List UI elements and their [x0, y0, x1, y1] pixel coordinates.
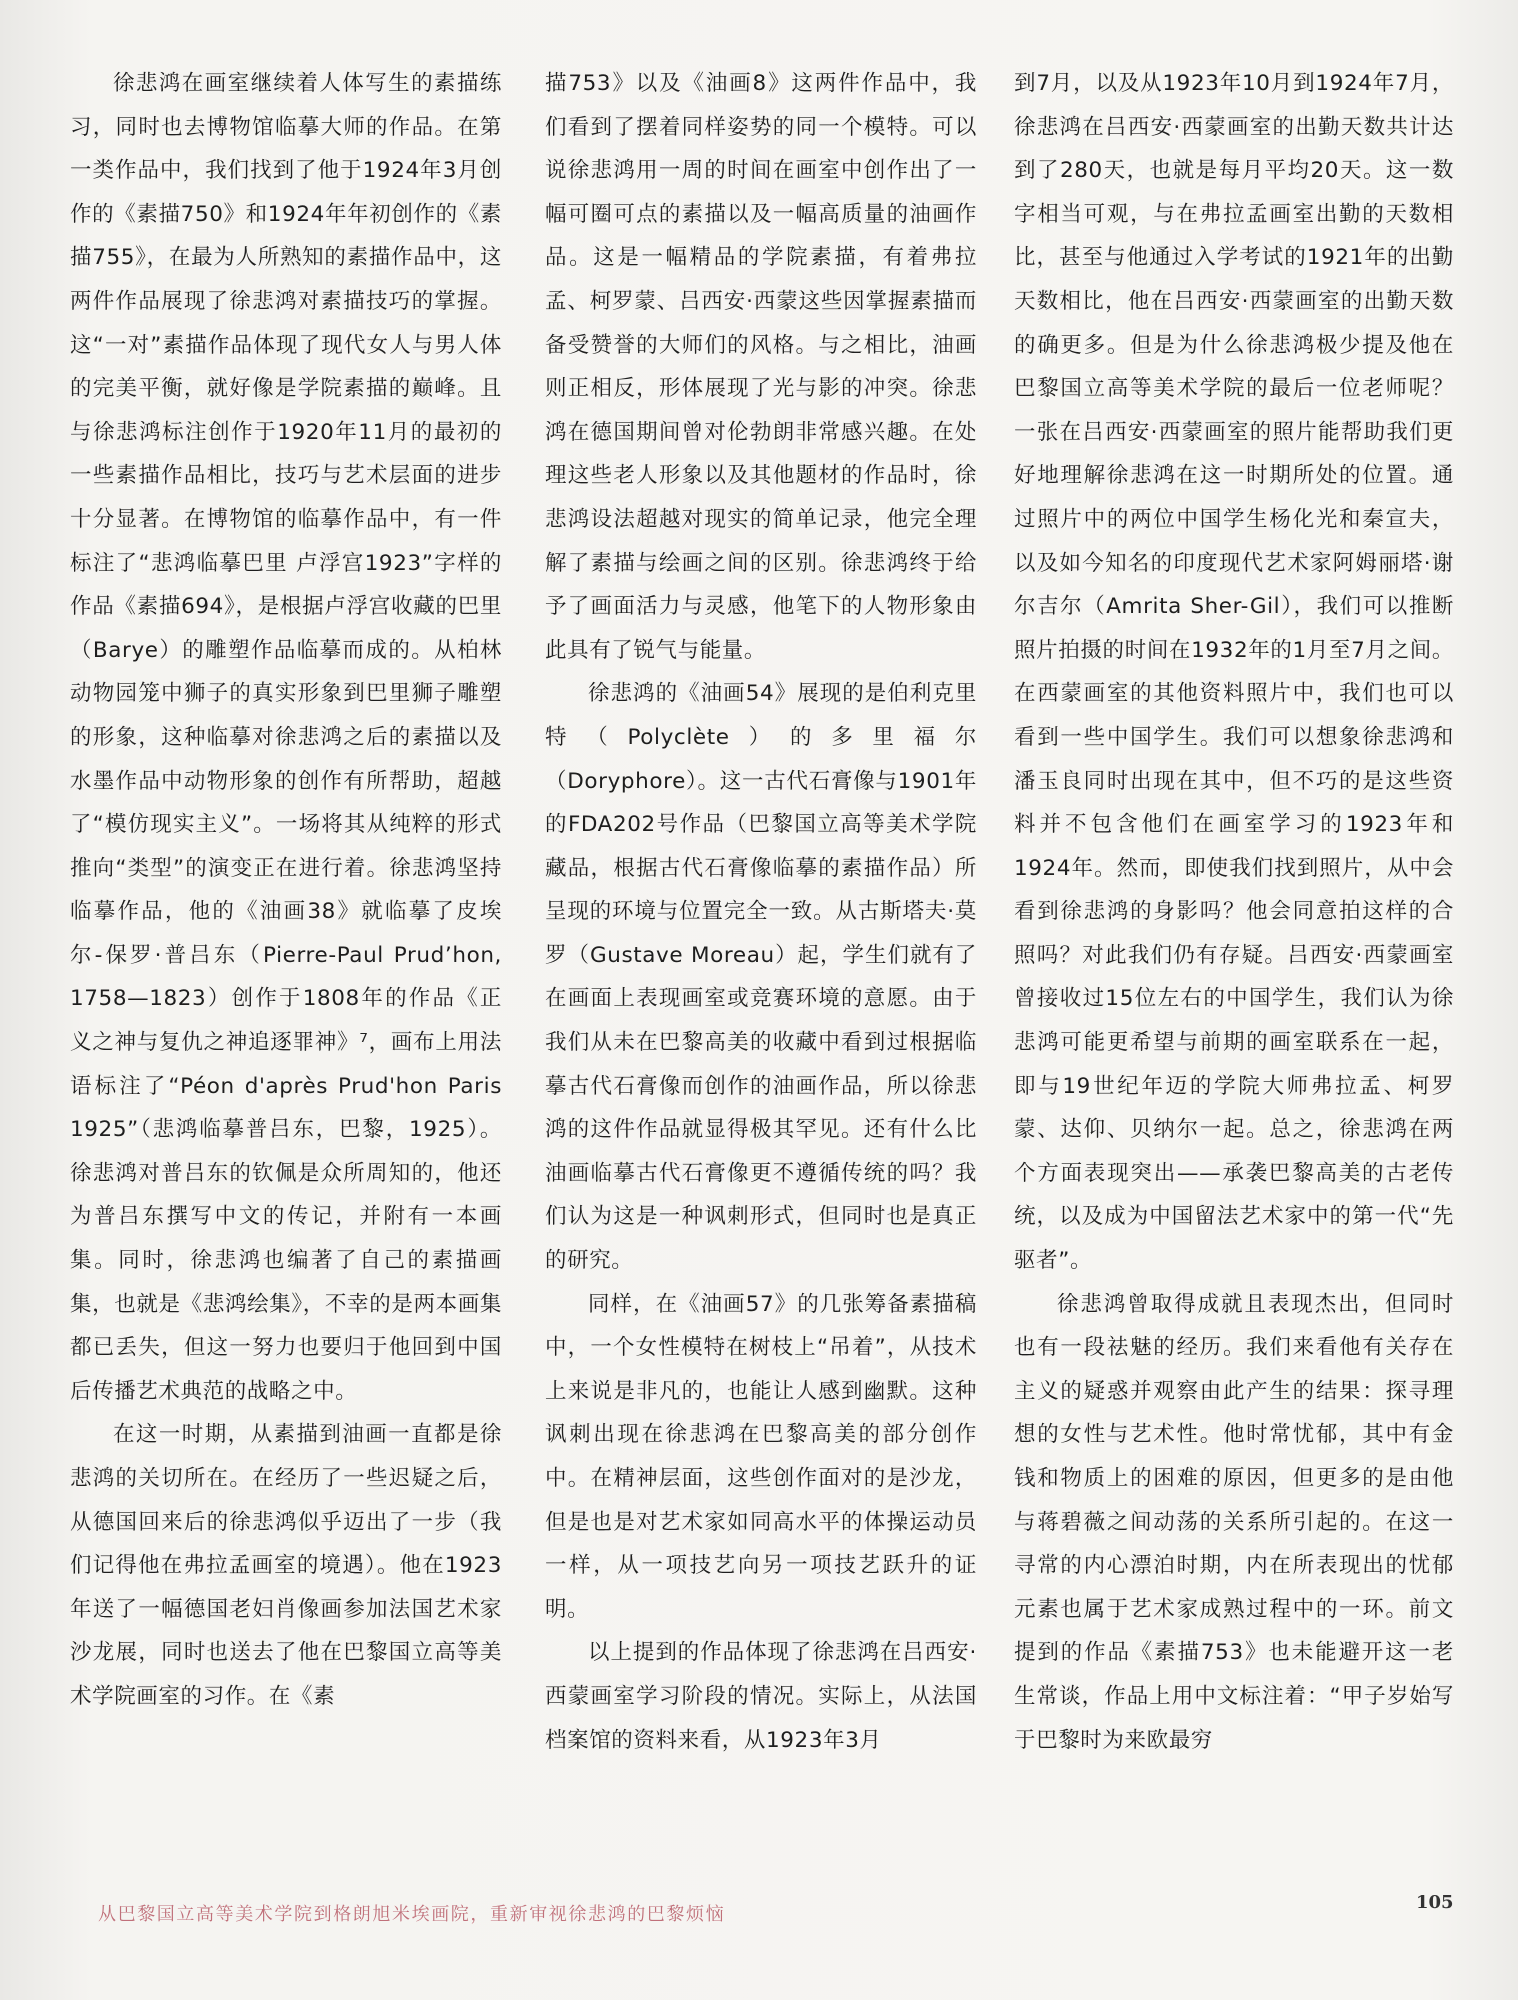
page-number: 105	[1416, 1892, 1454, 1913]
text-column-3	[1014, 62, 1454, 1762]
paragraph: 描753》以及《油画8》这两件作品中，我们看到了摆着同样姿势的同一个模特。可以说徐悲鸿用一周的时间在画室中创作出了一幅可圈可点的素描以及一幅高质量的油画作品。这是一幅精品的学院素描，有着弗拉孟、柯罗蒙、吕西安·西蒙这些因掌握素描而备受赞誉的大师们的风格。与之相比，油画则正相反，形体展现了光与影的冲突。徐悲鸿在德国期间曾对伦勃朗非常感兴趣。在处理这些老人形象以及其他题材的作品时，徐悲鸿设法超越对现实的简单记录，他完全理解了素描与绘画之间的区别。徐悲鸿终于给予了画面活力与灵感，他笔下的人物形象由此具有了锐气与能量。	[545, 71, 977, 663]
paragraph: 在这一时期，从素描到油画一直都是徐悲鸿的关切所在。在经历了一些迟疑之后，从德国回来后的徐悲鸿似乎迈出了一步（我们记得他在弗拉孟画室的境遇）。他在1923年送了一幅德国老妇肖像画参加法国艺术家沙龙展，同时也送去了他在巴黎国立高等美术学院画室的习作。在《素	[70, 1422, 502, 1709]
paragraph: 徐悲鸿曾取得成就且表现杰出，但同时也有一段祛魅的经历。我们来看他有关存在主义的疑惑并观察由此产生的结果：探寻理想的女性与艺术性。他时常忧郁，其中有金钱和物质上的困难的原因，但更多的是由他与蒋碧薇之间动荡的关系所引起的。在这一寻常的内心漂泊时期，内在所表现出的忧郁元素也属于艺术家成熟过程中的一环。前文提到的作品《素描753》也未能避开这一老生常谈，作品上用中文标注着：“甲子岁始写于巴黎时为来欧最穷	[1014, 1291, 1454, 1753]
paragraph: 徐悲鸿的《油画54》展现的是伯利克里特（Polyclète）的多里福尔（Doryphore）。这一古代石膏像与1901年的FDA202号作品（巴黎国立高等美术学院藏品，根据古代石膏像临摹的素描作品）所呈现的环境与位置完全一致。从古斯塔夫·莫罗（Gustave Moreau）起，学生们就有了在画面上表现画室或竞赛环境的意愿。由于我们从未在巴黎高美的收藏中看到过根据临摹古代石膏像而创作的油画作品，所以徐悲鸿的这件作品就显得极其罕见。还有什么比油画临摹古代石膏像更不遵循传统的吗？我们认为这是一种讽刺形式，但同时也是真正的研究。	[545, 681, 977, 1274]
text-column-1	[70, 62, 502, 1719]
paragraph: 同样，在《油画57》的几张筹备素描稿中，一个女性模特在树枝上“吊着”，从技术上来说是非凡的，也能让人感到幽默。这种讽刺出现在徐悲鸿在巴黎高美的部分创作中。在精神层面，这些创作面对的是沙龙，但是也是对艺术家如同高水平的体操运动员一样，从一项技艺向另一项技艺跃升的证明。	[545, 1291, 977, 1622]
running-footer-title: 从巴黎国立高等美术学院到格朗旭米埃画院，重新审视徐悲鸿的巴黎烦恼	[98, 1904, 726, 1925]
paragraph: 徐悲鸿在画室继续着人体写生的素描练习，同时也去博物馆临摹大师的作品。在第一类作品中，我们找到了他于1924年3月创作的《素描750》和1924年年初创作的《素描755》，在最为人所熟知的素描作品中，这两件作品展现了徐悲鸿对素描技巧的掌握。这“一对”素描作品体现了现代女人与男人体的完美平衡，就好像是学院素描的巅峰。且与徐悲鸿标注创作于1920年11月的最初的一些素描作品相比，技巧与艺术层面的进步十分显著。在博物馆的临摹作品中，有一件标注了“悲鸿临摹巴里 卢浮宫1923”字样的作品《素描694》，是根据卢浮宫收藏的巴里（Barye）的雕塑作品临摹而成的。从柏林动物园笼中狮子的真实形象到巴里狮子雕塑的形象，这种临摹对徐悲鸿之后的素描以及水墨作品中动物形象的创作有所帮助，超越了“模仿现实主义”。一场将其从纯粹的形式推向“类型”的演变正在进行着。徐悲鸿坚持临摹作品，他的《油画38》就临摹了皮埃尔-保罗·普吕东（Pierre-Paul Prud’hon, 1758—1823）创作于1808年的作品《正义之神与复仇之神追逐罪神》⁷，画布上用法语标注了“Péon d'après Prud'hon Paris 1925”（悲鸿临摹普吕东，巴黎，1925）。徐悲鸿对普吕东的钦佩是众所周知的，他还为普吕东撰写中文的传记，并附有一本画集。同时，徐悲鸿也编著了自己的素描画集，也就是《悲鸿绘集》，不幸的是两本画集都已丢失，但这一努力也要归于他回到中国后传播艺术典范的战略之中。	[70, 71, 502, 1404]
paragraph: 到7月，以及从1923年10月到1924年7月，徐悲鸿在吕西安·西蒙画室的出勤天数共计达到了280天，也就是每月平均20天。这一数字相当可观，与在弗拉孟画室出勤的天数相比，甚至与他通过入学考试的1921年的出勤天数相比，他在吕西安·西蒙画室的出勤天数的确更多。但是为什么徐悲鸿极少提及他在巴黎国立高等美术学院的最后一位老师呢？一张在吕西安·西蒙画室的照片能帮助我们更好地理解徐悲鸿在这一时期所处的位置。通过照片中的两位中国学生杨化光和秦宣夫，以及如今知名的印度现代艺术家阿姆丽塔·谢尔吉尔（Amrita Sher-Gil），我们可以推断照片拍摄的时间在1932年的1月至7月之间。在西蒙画室的其他资料照片中，我们也可以看到一些中国学生。我们可以想象徐悲鸿和潘玉良同时出现在其中，但不巧的是这些资料并不包含他们在画室学习的1923年和1924年。然而，即使我们找到照片，从中会看到徐悲鸿的身影吗？他会同意拍这样的合照吗？对此我们仍有存疑。吕西安·西蒙画室曾接收过15位左右的中国学生，我们认为徐悲鸿可能更希望与前期的画室联系在一起，即与19世纪年迈的学院大师弗拉孟、柯罗蒙、达仰、贝纳尔一起。总之，徐悲鸿在两个方面表现突出——承袭巴黎高美的古老传统，以及成为中国留法艺术家中的第一代“先驱者”。	[1014, 71, 1454, 1274]
paragraph: 以上提到的作品体现了徐悲鸿在吕西安·西蒙画室学习阶段的情况。实际上，从法国档案馆的资料来看，从1923年3月	[545, 1640, 977, 1753]
text-column-2	[545, 62, 977, 1762]
